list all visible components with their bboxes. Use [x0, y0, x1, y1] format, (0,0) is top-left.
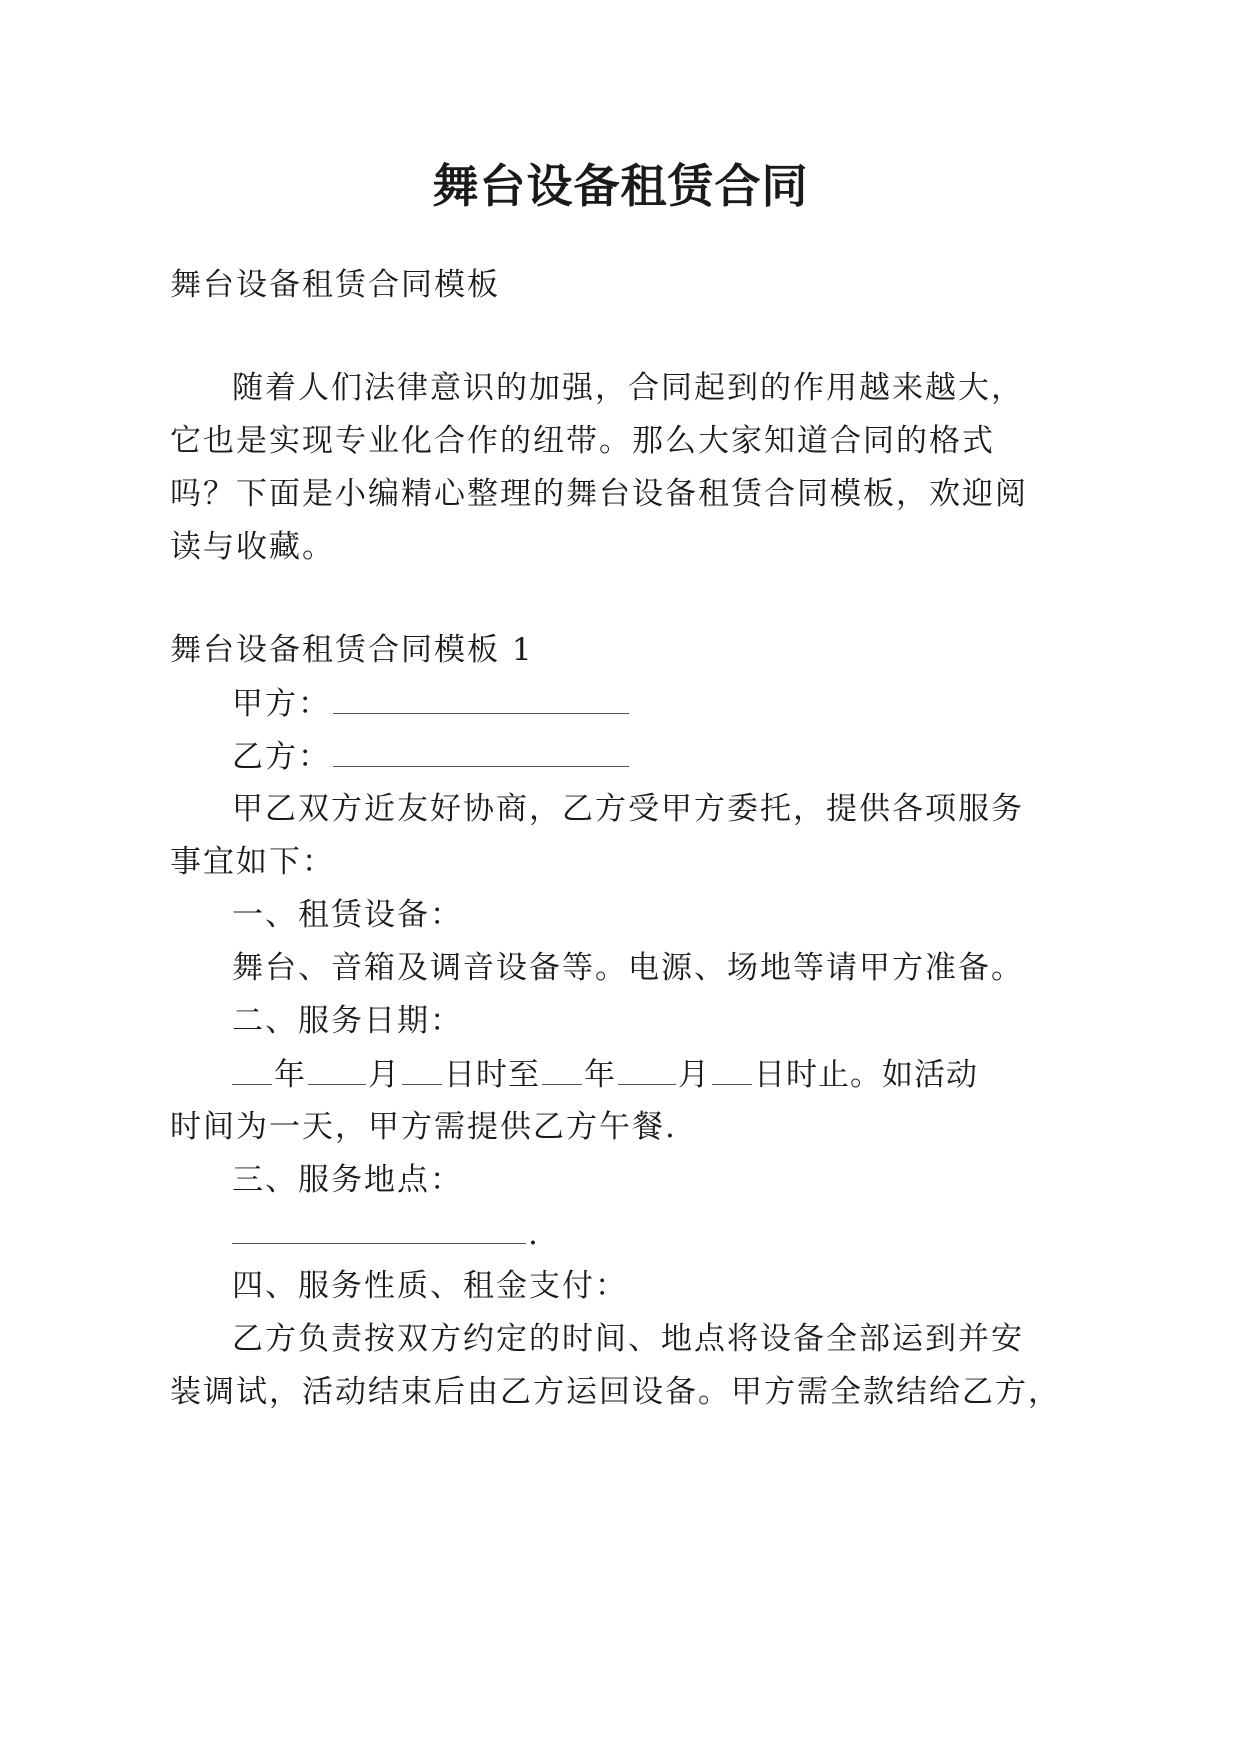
- year1-blank: [232, 1054, 272, 1085]
- clause4-line-2: 装调试，活动结束后由乙方运回设备。甲方需全款结给乙方，: [170, 1374, 1061, 1410]
- day1-blank: [402, 1054, 442, 1085]
- clause1-text: 舞台、音箱及调音设备等。电源、场地等请甲方准备。: [232, 950, 1024, 986]
- clause2-heading: 二、服务日期：: [232, 1003, 463, 1039]
- month2-label: 月: [678, 1057, 710, 1093]
- party-a-label: 甲方：: [232, 686, 331, 722]
- month1-blank: [308, 1054, 366, 1085]
- clause2-date-row: [230, 1054, 978, 1095]
- year2-label: 年: [584, 1057, 616, 1093]
- clause2-text: 时间为一天，甲方需提供乙方午餐.: [170, 1109, 677, 1145]
- clause4-line-1: 乙方负责按双方约定的时间、地点将设备全部运到并安: [232, 1321, 1024, 1357]
- year2-blank: [542, 1054, 582, 1085]
- intro-line-2: 它也是实现专业化合作的纽带。那么大家知道合同的格式: [170, 423, 995, 459]
- section-title: 舞台设备租赁合同模板 1: [170, 632, 534, 668]
- intro-line-3: 吗？下面是小编精心整理的舞台设备租赁合同模板，欢迎阅: [170, 476, 1028, 512]
- clause3-address-row: [230, 1213, 540, 1254]
- intro-line-1: 随着人们法律意识的加强，合同起到的作用越来越大，: [232, 370, 1024, 406]
- month1-label: 月: [368, 1057, 400, 1093]
- year1-label: 年: [274, 1057, 306, 1093]
- clause1-heading: 一、租赁设备：: [232, 897, 463, 933]
- day2-suffix: 日时止。如活动: [754, 1057, 978, 1093]
- clause4-heading: 四、服务性质、租金支付：: [232, 1268, 628, 1304]
- document-title: 舞台设备租赁合同: [432, 159, 809, 213]
- clause3-heading: 三、服务地点：: [232, 1162, 463, 1198]
- day1-suffix: 日时至: [444, 1057, 540, 1093]
- day2-blank: [712, 1054, 752, 1085]
- document-subtitle: 舞台设备租赁合同模板: [170, 267, 500, 303]
- party-b-label: 乙方：: [232, 739, 331, 775]
- party-b-blank: [333, 736, 629, 767]
- party-a-row: [232, 683, 631, 724]
- party-a-blank: [333, 683, 629, 714]
- clause3-end: .: [528, 1216, 540, 1252]
- preamble-line-1: 甲乙双方近友好协商，乙方受甲方委托，提供各项服务: [232, 791, 1024, 827]
- address-blank: [232, 1213, 526, 1244]
- preamble-line-2: 事宜如下：: [170, 844, 335, 880]
- intro-line-4: 读与收藏。: [170, 529, 335, 565]
- month2-blank: [618, 1054, 676, 1085]
- party-b-row: [232, 736, 631, 777]
